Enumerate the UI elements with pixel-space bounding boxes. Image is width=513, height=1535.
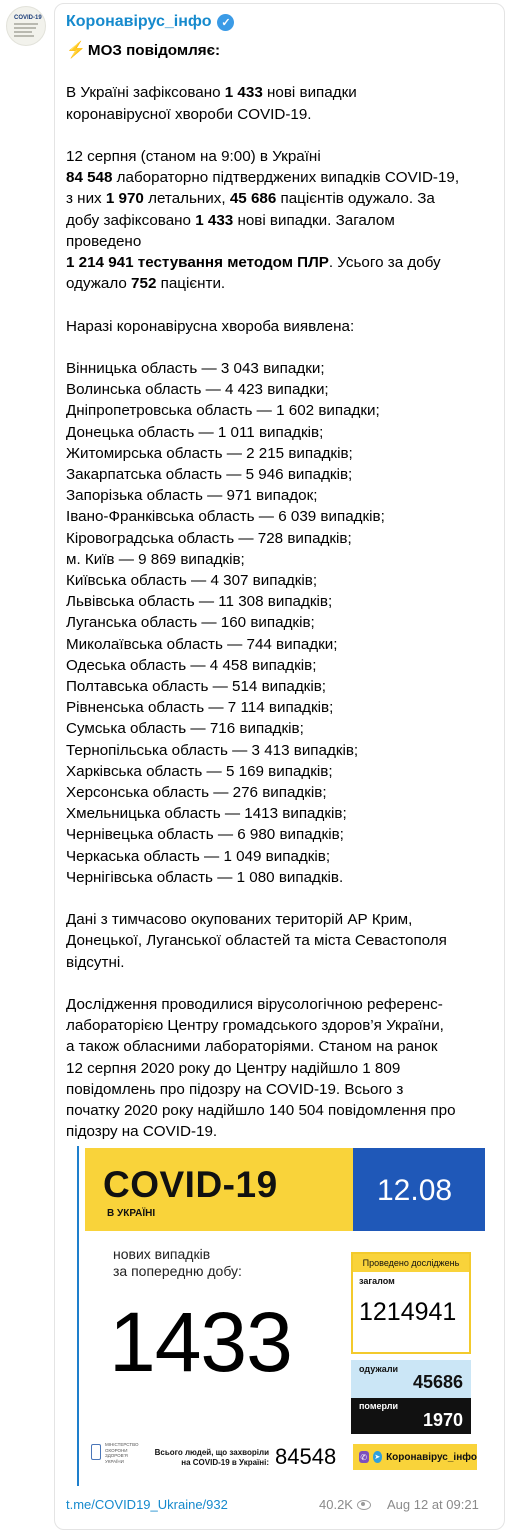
avatar-line xyxy=(14,27,36,29)
list-item: Одеська область — 4 458 випадків; xyxy=(66,656,317,674)
daily-recovered-suffix: пацієнти. xyxy=(156,275,226,293)
verified-badge-icon: ✓ xyxy=(217,14,234,31)
list-item: Закарпатська область — 5 946 випадків; xyxy=(66,466,353,483)
channel-header xyxy=(66,13,234,31)
recovered-label: одужали xyxy=(359,1364,399,1374)
handle-text: Коронавірус_інфо xyxy=(386,1451,477,1463)
ministry-label: МІНІСТЕРСТВО ОХОРОНИ ЗДОРОВ'Я УКРАЇНИ xyxy=(105,1442,139,1464)
intro-suffix: нові випадки коронавірусної хвороби COVID-19. xyxy=(66,84,357,123)
infographic-handle xyxy=(353,1444,477,1470)
recovered-suffix: пацієнтів одужало. За добу зафіксовано xyxy=(66,190,435,229)
list-item: Хмельницька область — 1413 випадків; xyxy=(66,805,347,823)
headline-text: МОЗ повідомляє: xyxy=(87,42,221,59)
intro-paragraph xyxy=(66,82,496,124)
list-item: Дніпропетровська область — 1 602 випадки; xyxy=(66,402,380,420)
confirmed-suffix: лабораторно підтверджених випадків COVID-19, з них xyxy=(66,169,460,208)
list-item: м. Київ — 9 869 випадків; xyxy=(66,550,245,568)
tests-suffix: . Усього за добу одужало xyxy=(66,254,441,293)
regions-heading: Наразі коронавірусна хвороба виявлена: xyxy=(66,317,355,335)
summary-paragraph xyxy=(66,146,496,294)
eye-icon xyxy=(357,1500,371,1510)
list-item: Миколаївська область — 744 випадки; xyxy=(66,635,338,653)
daily-new-count: 1 433 xyxy=(195,211,234,229)
daily-suffix: нові випадки. Загалом проведено xyxy=(66,211,395,250)
list-item: Тернопільська область — 3 413 випадків; xyxy=(66,741,359,759)
avatar-line xyxy=(14,23,38,25)
intro-prefix: В Україні зафіксовано xyxy=(66,84,225,102)
list-item: Львівська область — 11 308 випадків; xyxy=(66,593,333,611)
total-cases-label: Всього людей, що захворіли на COVID-19 в Україні: xyxy=(154,1448,269,1467)
list-item: Харківська область — 5 169 випадків; xyxy=(66,762,333,780)
regions-list xyxy=(66,358,496,888)
tests-box xyxy=(351,1252,471,1354)
infographic-title: COVID-19 xyxy=(103,1164,278,1205)
lightning-icon: ⚡ xyxy=(66,42,86,59)
list-item: Чернігівська область — 1 080 випадків. xyxy=(66,868,344,886)
post-body xyxy=(66,40,496,1164)
ministry-emblem-icon xyxy=(91,1444,101,1460)
avatar-line xyxy=(14,31,32,33)
recovered-value: 45686 xyxy=(412,1372,463,1392)
tests-value: 1214941 xyxy=(359,1298,457,1326)
research-note: Дослідження проводилися вірусологічною референс- лабораторією Центру громадського здоров’я України, а також обласними лабораторіями. Станом на ранок 12 серпня 2020 року до Центру надійшло 1 809 повідомлень про підозру на COVID-19. Всього з початку 2020 року надійшло 140 504 повідомлення про підозру на COVID-19. xyxy=(66,996,456,1141)
deaths-count: 1 970 xyxy=(105,190,144,208)
deaths-suffix: летальних, xyxy=(143,190,230,208)
tests-header: Проведено досліджень xyxy=(353,1254,469,1272)
list-item: Чернівецька область — 6 980 випадків; xyxy=(66,826,344,844)
daily-recovered-count: 752 xyxy=(131,275,157,293)
avatar-label: COVID-19 xyxy=(14,15,42,21)
list-item: Вінницька область — 3 043 випадки; xyxy=(66,359,325,377)
new-cases-value: 1433 xyxy=(109,1295,292,1389)
new-cases-label: нових випадків за попередню добу: xyxy=(113,1246,242,1279)
deaths-label: померли xyxy=(359,1401,399,1411)
infographic-footer xyxy=(85,1438,353,1482)
list-item: Полтавська область — 514 випадків; xyxy=(66,678,326,696)
list-item: Київська область — 4 307 випадків; xyxy=(66,572,318,590)
list-item: Луганська область — 160 випадків; xyxy=(66,614,315,632)
total-cases-value: 84548 xyxy=(275,1444,337,1469)
channel-name[interactable]: Коронавірус_інфо xyxy=(66,13,212,30)
occupied-note: Дані з тимчасово окупованих територій АР Крим, Донецької, Луганської областей та міста Севастополя відсутні. xyxy=(66,911,447,971)
viber-icon: ✆ xyxy=(360,1452,368,1462)
recovered-box xyxy=(351,1360,471,1398)
list-item: Донецька область — 1 011 випадків; xyxy=(66,423,324,441)
list-item: Рівненська область — 7 114 випадків; xyxy=(66,699,334,717)
avatar-line xyxy=(14,35,34,37)
intro-new-cases: 1 433 xyxy=(224,84,263,102)
covid-infographic[interactable] xyxy=(77,1146,485,1486)
list-item: Житомирська область — 2 215 випадків; xyxy=(66,444,353,462)
summary-line: 12 серпня (станом на 9:00) в Україні xyxy=(66,147,321,165)
telegram-icon: ➤ xyxy=(373,1451,383,1463)
post-link[interactable]: t.me/COVID19_Ukraine/932 xyxy=(66,1497,228,1512)
list-item: Івано-Франківська область — 6 039 випадків; xyxy=(66,508,385,526)
post-footer xyxy=(66,1497,496,1517)
list-item: Запорізька область — 971 випадок; xyxy=(66,487,318,505)
tests-count: 1 214 941 тестування методом ПЛР xyxy=(66,254,329,271)
tests-subheader: загалом xyxy=(359,1276,395,1286)
confirmed-count: 84 548 xyxy=(66,169,113,187)
recovered-count: 45 686 xyxy=(229,190,277,208)
views-count: 40.2K xyxy=(319,1497,353,1512)
views-counter xyxy=(319,1497,371,1512)
deaths-box xyxy=(351,1398,471,1434)
channel-avatar[interactable] xyxy=(6,6,46,46)
list-item: Херсонська область — 276 випадків; xyxy=(66,784,327,802)
infographic-date: 12.08 xyxy=(377,1174,453,1207)
list-item: Кіровоградська область — 728 випадків; xyxy=(66,529,352,547)
post-date[interactable]: Aug 12 at 09:21 xyxy=(387,1497,479,1512)
deaths-value: 1970 xyxy=(422,1410,463,1430)
post-headline xyxy=(66,40,496,61)
list-item: Сумська область — 716 випадків; xyxy=(66,720,304,738)
infographic-country: В УКРАЇНІ xyxy=(107,1208,156,1219)
list-item: Черкаська область — 1 049 випадків; xyxy=(66,847,331,865)
list-item: Волинська область — 4 423 випадки; xyxy=(66,381,329,399)
